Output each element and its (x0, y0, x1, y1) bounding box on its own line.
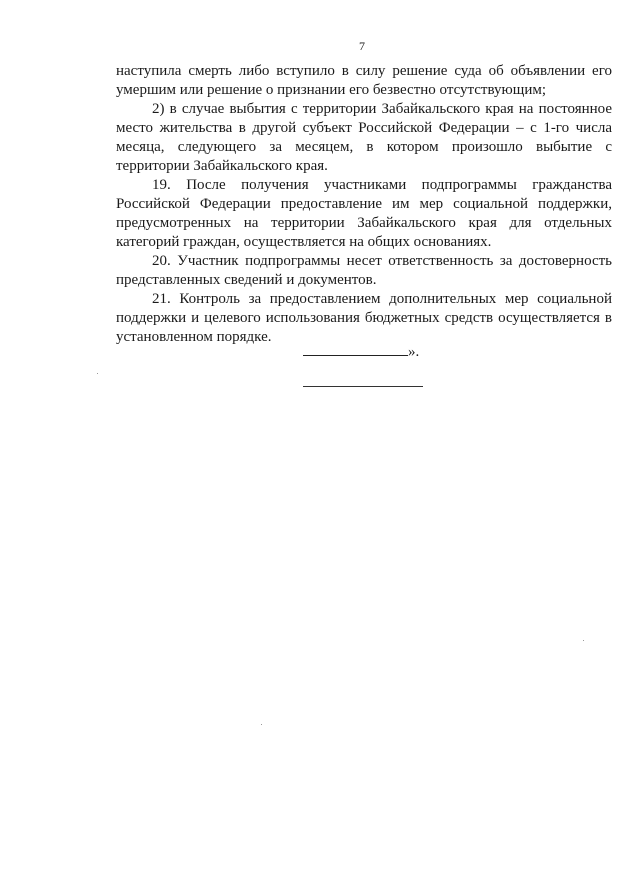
paragraph-continuation: наступила смерть либо вступило в силу решение суда об объявлении его умершим или решение о признании его безвестно отсутствующим; (116, 63, 612, 98)
end-of-document-rule (303, 386, 423, 387)
paragraph-clause-19: 19. После получения участниками подпрограммы гражданства Российской Федерации предоставление им мер социальной поддержки, предусмотренных на территории Забайкальского края для отдельных категорий граждан, осуществляется на общих основаниях. (116, 177, 612, 250)
paragraph-clause-20: 20. Участник подпрограммы несет ответственность за достоверность представленных сведений и документов. (116, 253, 612, 288)
scan-speck (97, 373, 98, 374)
closing-quote-mark: ». (408, 344, 420, 360)
paragraph-clause-21: 21. Контроль за предоставлением дополнительных мер социальной поддержки и целевого использования бюджетных средств осуществляется в установленном порядке. (116, 291, 612, 345)
document-body (116, 62, 612, 347)
paragraph-item-2: 2) в случае выбытия с территории Забайкальского края на постоянное место жительства в другой субъект Российской Федерации – с 1-го числа месяца, следующего за месяцем, в котором произошло выбытие с территории Забайкальского края. (116, 101, 612, 174)
scan-speck (583, 640, 584, 641)
closing-line (303, 342, 419, 362)
page-number: 7 (359, 39, 365, 53)
closing-underline (303, 342, 408, 356)
scan-speck (261, 724, 262, 725)
